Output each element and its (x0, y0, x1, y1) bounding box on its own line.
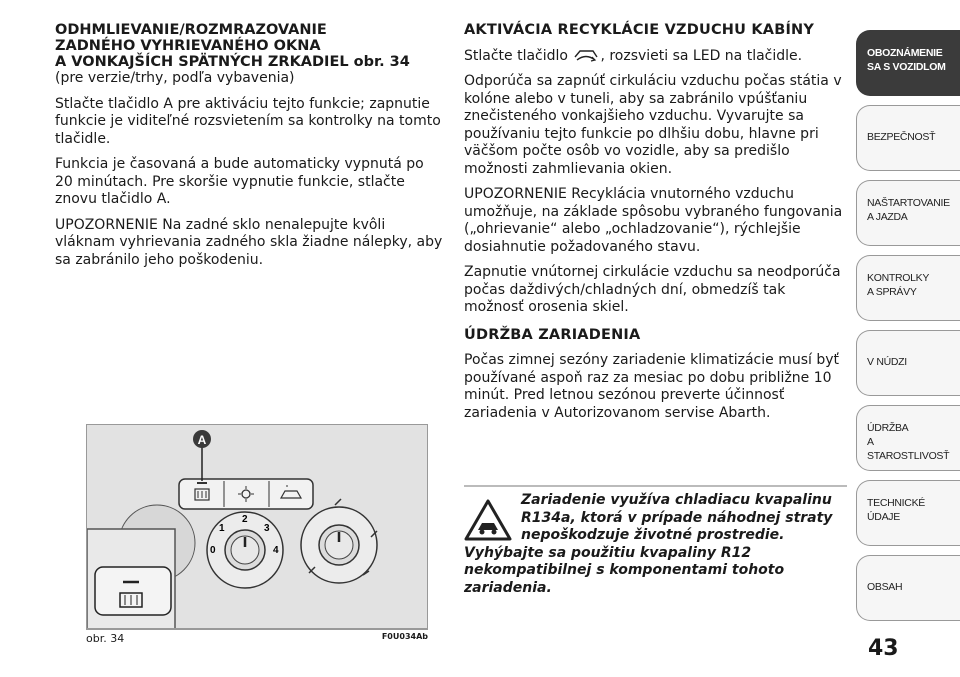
dial-number: 2 (242, 514, 248, 525)
subtitle: (pre verzie/trhy, podľa vybavenia) (55, 70, 295, 86)
figure-caption-label: obr. 34 (86, 632, 125, 645)
section-heading-recirculation: AKTIVÁCIA RECYKLÁCIE VZDUCHU KABÍNY (464, 22, 815, 38)
recirculation-icon (573, 49, 599, 63)
paragraph: UPOZORNENIE Recyklácia vnutorného vzduchu umožňuje, na základe spôsobu vybraného fungovania („ohrievanie“ alebo „ochladzovanie“), rýchlejšie dosiahnutie požadovaného stavu. (464, 186, 843, 255)
figure-reference: obr. 34 (353, 54, 410, 70)
climate-panel-illustration (87, 425, 427, 629)
left-column (55, 22, 443, 277)
warning-text: Zariadenie využíva chladiacu kvapalinu R134a, ktorá v prípade náhodnej straty nepoškodzuje životné prostredie. (521, 492, 833, 543)
warning-triangle-icon (464, 499, 512, 541)
paragraph: Stlačte tlačidlo , rozsvieti sa LED na tlačidle. (464, 47, 803, 64)
climate-control-figure (86, 424, 428, 630)
warning-box (464, 492, 847, 597)
paragraph: Počas zimnej sezóny zariadenie klimatizácie musí byť používané aspoň raz za mesiac po dobu približne 10 minút. Pred letnou sezónou preverte účinnosť zariadenia v Autorizovanom servise Abarth. (464, 352, 840, 421)
section-heading-defrost: ODHMLIEVANIE/ROZMRAZOVANIE ZADNÉHO VYHRIEVANÉHO OKNA A VONKAJŠÍCH SPÄTNÝCH ZRKADIEL obr. 34 (55, 22, 410, 70)
page-number: 43 (868, 636, 899, 661)
tab-bezpecnost[interactable]: BEZPEČNOSŤ (856, 105, 960, 171)
figure-caption (86, 628, 428, 647)
tab-nastartovanie[interactable]: NAŠTARTOVANIE A JAZDA (856, 180, 960, 246)
dial-number: 1 (219, 523, 225, 534)
tab-v-nudzi[interactable]: V NÚDZI (856, 330, 960, 396)
section-heading-maintenance: ÚDRŽBA ZARIADENIA (464, 326, 641, 343)
warning-text: Vyhýbajte sa použitiu kvapaliny R12 nekompatibilnej s komponentami tohoto zariadenia. (464, 544, 785, 596)
tab-oboznamenie[interactable]: OBOZNÁMENIE SA S VOZIDLOM (856, 30, 960, 96)
paragraph: Funkcia je časovaná a bude automaticky vypnutá po 20 minútach. Pre skoršie vypnutie funkcie, stlačte znovu tlačidlo A. (55, 156, 424, 207)
paragraph: Odporúča sa zapnúť cirkuláciu vzduchu počas státia v kolóne alebo v tuneli, aby sa zabránilo vpúšťaniu znečisteného vonkajšieho vzduchu. Vyvarujte sa používaniu tejto funkcie po dlhšiu dobu, hlavne pri väčšom počte osôb vo vozidle, aby sa predišlo možnosti zahmlievania okien. (464, 73, 842, 177)
tab-udrzba[interactable]: ÚDRŽBA A STAROSTLIVOSŤ (856, 405, 960, 471)
paragraph: UPOZORNENIE Na zadné sklo nenalepujte kvôli vláknam vyhrievania zadného skla žiadne nálepky, aby sa zabránilo jeho poškodeniu. (55, 216, 443, 268)
callout-label: A (197, 433, 207, 447)
paragraph: Stlačte tlačidlo A pre aktiváciu tejto funkcie; zapnutie funkcie je viditeľné rozsvietením sa kontrolky na tomto tlačidle. (55, 95, 441, 147)
dial-number: 4 (273, 545, 279, 556)
dial-number: 3 (264, 523, 270, 534)
right-column (464, 22, 849, 430)
tab-obsah[interactable]: OBSAH (856, 555, 960, 621)
dial-number: 0 (210, 545, 216, 556)
tab-technicke-udaje[interactable]: TECHNICKÉ ÚDAJE (856, 480, 960, 546)
paragraph: Zapnutie vnútornej cirkulácie vzduchu sa neodporúča počas daždivých/chladných dní, obmedzíš tak možnosť orosenia skiel. (464, 264, 841, 315)
warning-divider (464, 485, 847, 487)
figure-code: F0U034Ab (381, 632, 428, 641)
tab-kontrolky[interactable]: KONTROLKY A SPRÁVY (856, 255, 960, 321)
